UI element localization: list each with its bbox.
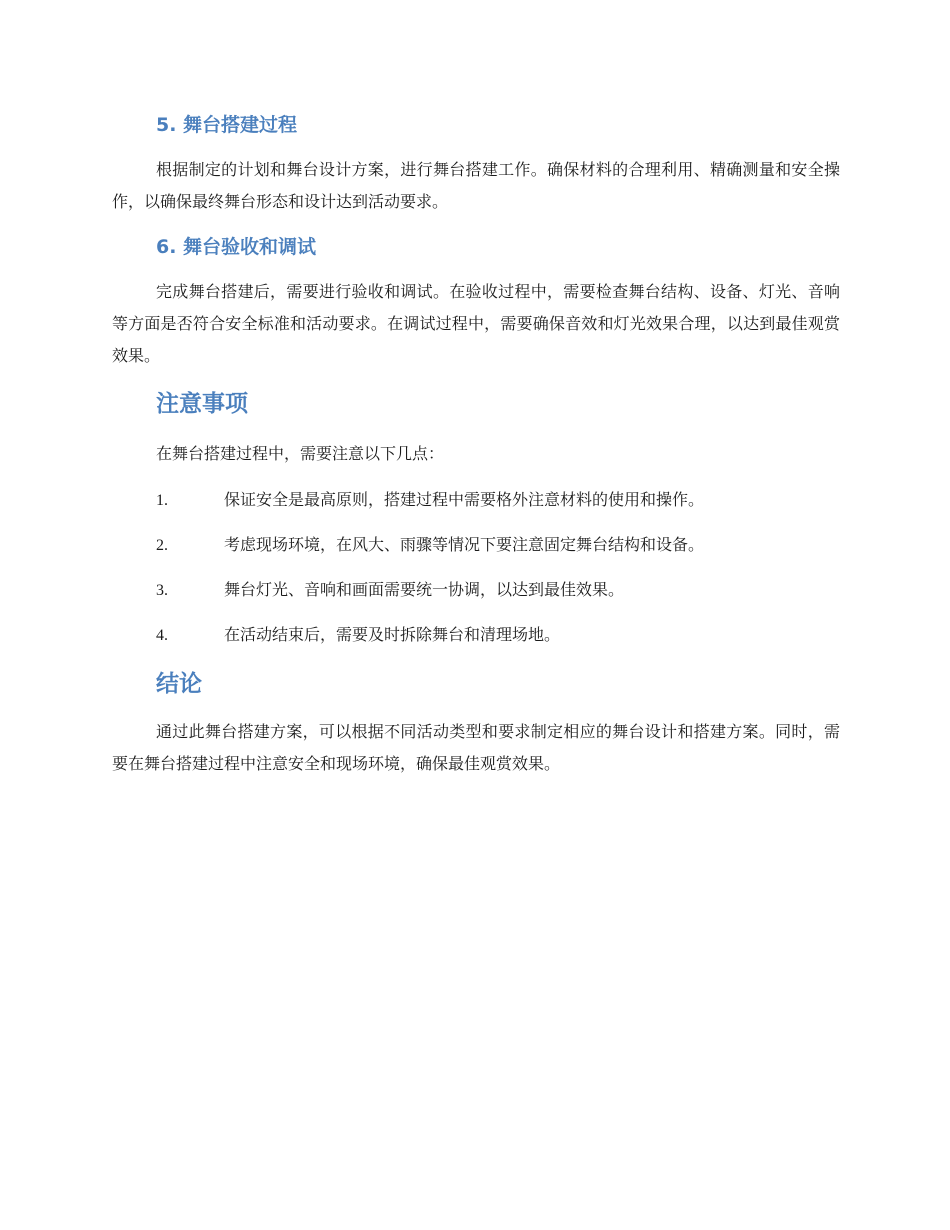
paragraph-notes-intro: 在舞台搭建过程中，需要注意以下几点： [156,444,445,463]
heading-notes: 注意事项 [156,391,248,417]
list-item-text: 考虑现场环境，在风大、雨骤等情况下要注意固定舞台结构和设备。 [224,535,705,554]
list-item-number: 4. [156,627,168,644]
list-item [112,484,840,529]
list-item-text: 舞台灯光、音响和画面需要统一协调，以达到最佳效果。 [224,580,625,599]
list-item [112,529,840,574]
list-item-text: 保证安全是最高原则，搭建过程中需要格外注意材料的使用和操作。 [224,490,705,509]
list-item-text: 在活动结束后，需要及时拆除舞台和清理场地。 [224,625,561,644]
notes-list [112,484,840,664]
paragraph-acceptance: 完成舞台搭建后，需要进行验收和调试。在验收过程中，需要检查舞台结构、设备、灯光、音响等方面是否符合安全标准和活动要求。在调试过程中，需要确保音效和灯光效果合理，以达到最佳观赏效果。 [112,282,840,365]
paragraph-stage-build: 根据制定的计划和舞台设计方案，进行舞台搭建工作。确保材料的合理利用、精确测量和安全操作，以确保最终舞台形态和设计达到活动要求。 [112,160,840,211]
heading-conclusion: 结论 [156,671,202,697]
heading-acceptance: 6. 舞台验收和调试 [156,236,317,258]
list-item [112,574,840,619]
paragraph-conclusion: 通过此舞台搭建方案，可以根据不同活动类型和要求制定相应的舞台设计和搭建方案。同时，需要在舞台搭建过程中注意安全和现场环境，确保最佳观赏效果。 [112,722,840,773]
list-item-number: 1. [156,492,168,509]
list-item-number: 2. [156,537,168,554]
list-item [112,619,840,664]
document-content [112,108,840,780]
heading-stage-build: 5. 舞台搭建过程 [156,114,298,136]
list-item-number: 3. [156,582,168,599]
